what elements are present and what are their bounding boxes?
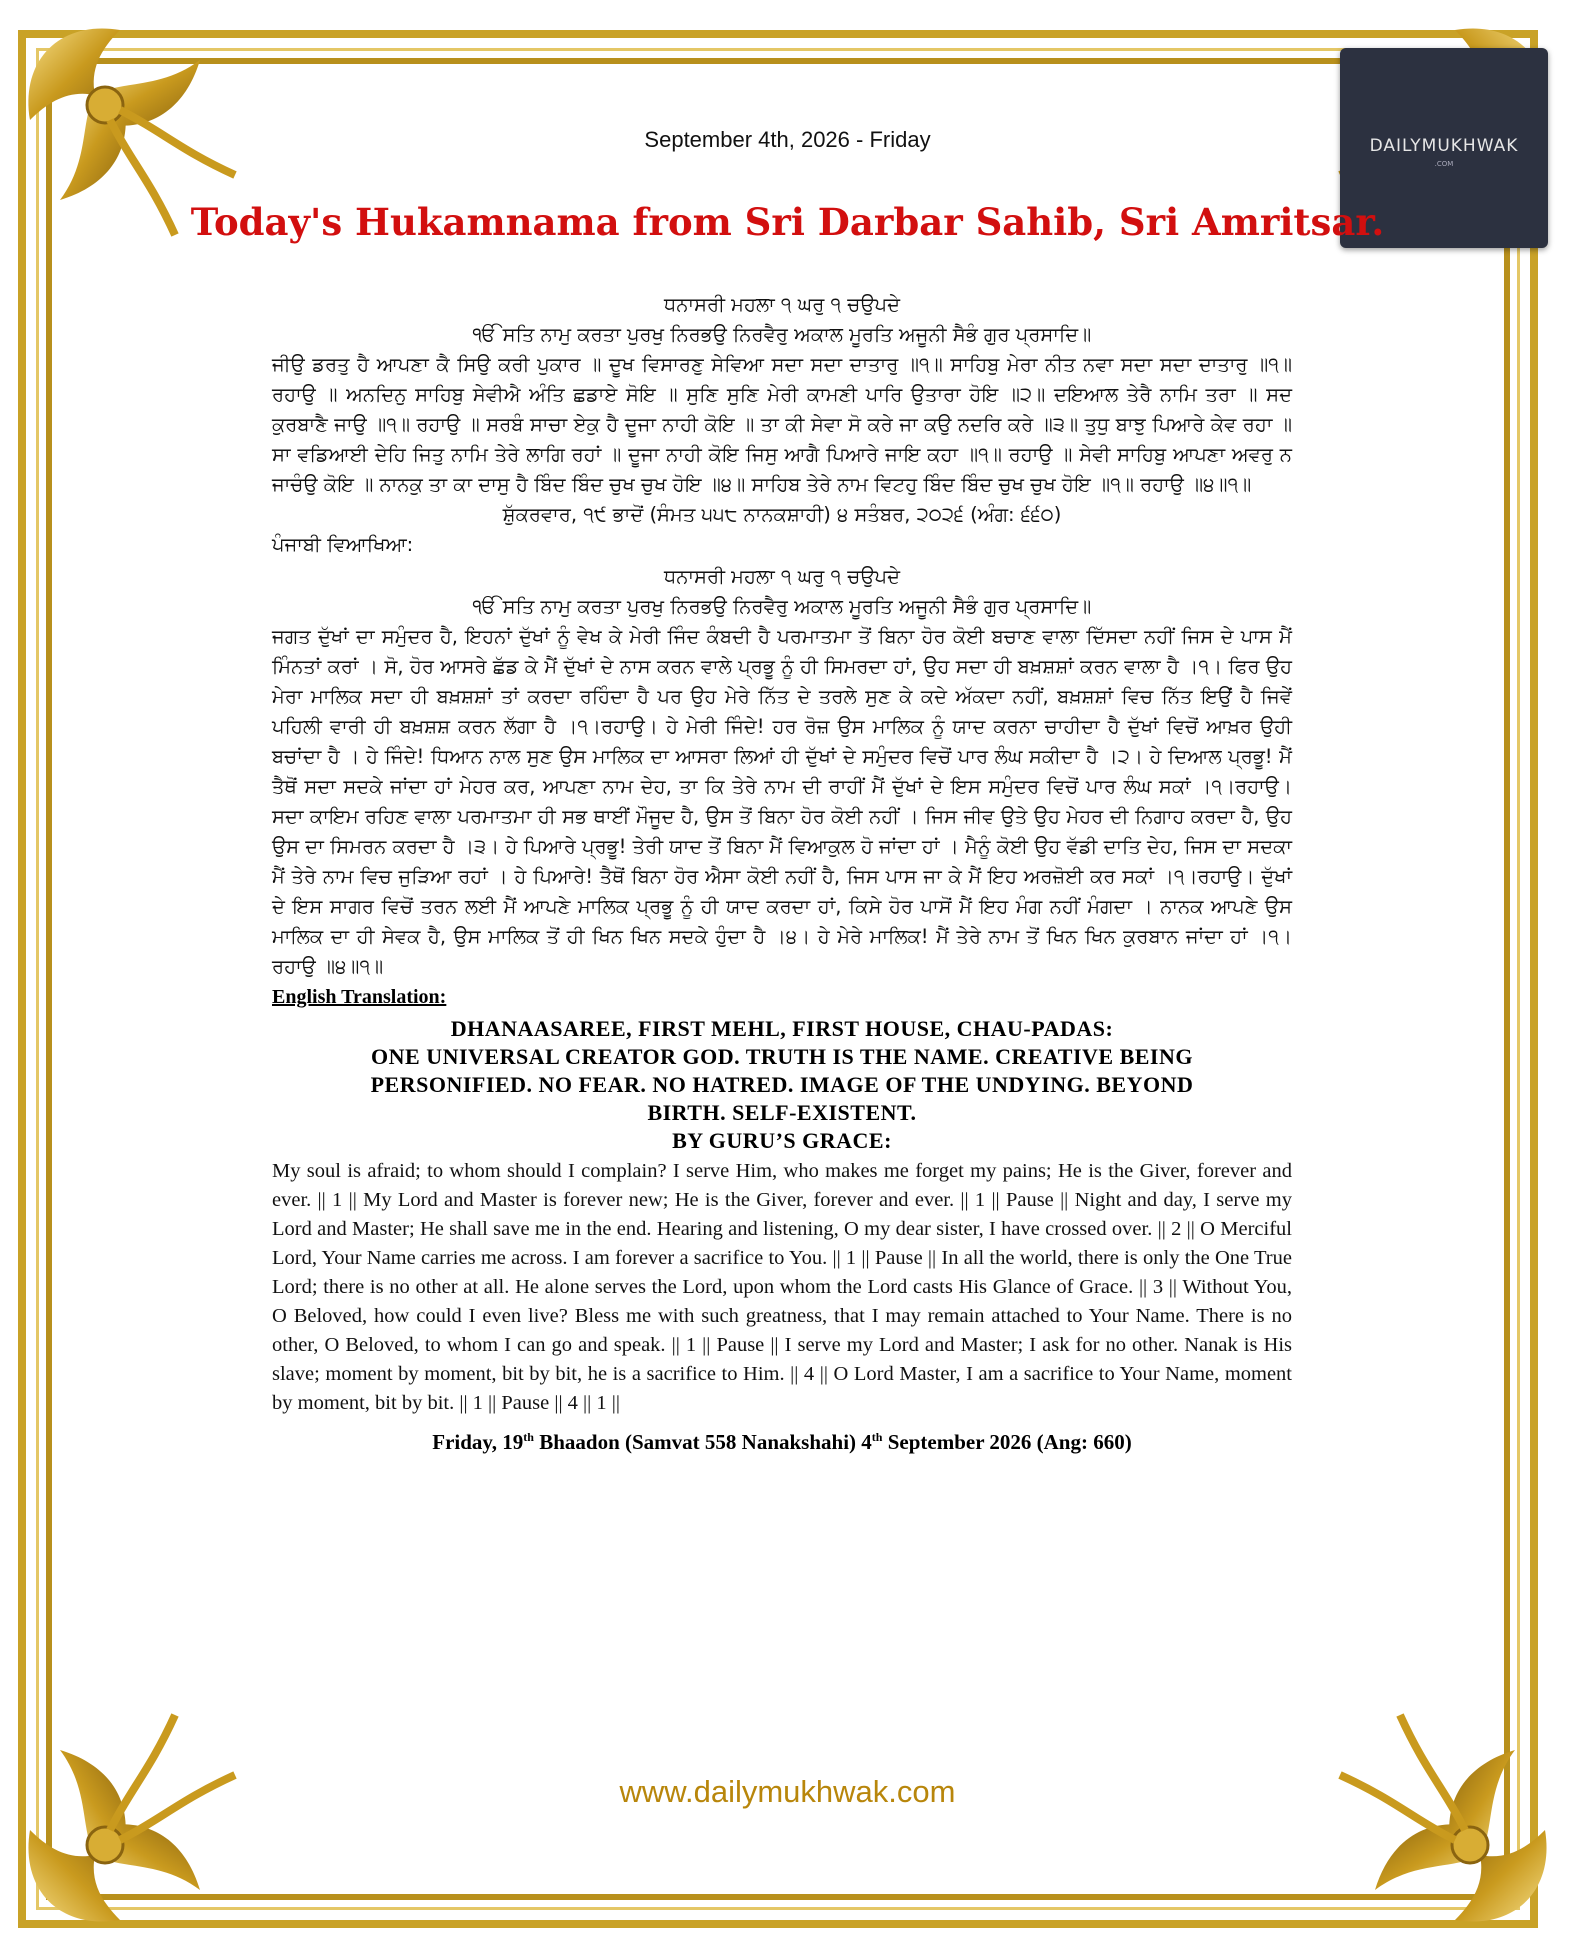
mool-mantar: ੴ ਸਤਿ ਨਾਮੁ ਕਰਤਾ ਪੁਰਖੁ ਨਿਰਭਉ ਨਿਰਵੈਰੁ ਅਕਾਲ ਮੂਰਤਿ ਅਜੂਨੀ ਸੈਭੰ ਗੁਰ ਪ੍ਰਸਾਦਿ॥ bbox=[472, 323, 1092, 346]
english-translation-text: My soul is afraid; to whom should I complain? I serve Him, who makes me forget my pains; He is the Giver, forever and ever. || 1 || My Lord and Master is forever new; He is the Giver, forever and ever. || 1 || Pause || Night and day, I serve my Lord and Master; He shall save me in the end. Hearing and listening, O my dear sister, I have crossed over. || 2 || O Merciful Lord, Your Name carries me across. I am forever a sacrifice to You. || 1 || Pause || In all the world, there is only the One True Lord; there is no other at all. He alone serves the Lord, upon whom the Lord casts His Glance of Grace. || 3 || Without You, O Beloved, how could I even live? Bless me with such greatness, that I may remain attached to Your Name. There is no other, O Beloved, to whom I can go and speak. || 1 || Pause || I serve my Lord and Master; I ask for no other. Nanak is His slave; moment by moment, bit by bit, he is a sacrifice to Him. || 4 || O Lord Master, I am a sacrifice to Your Name, moment by moment, bit by bit. || 1 || Pause || 4 || 1 || bbox=[272, 1160, 1292, 1414]
vyakhya-label: ਪੰਜਾਬੀ ਵਿਆਖਿਆ: bbox=[272, 533, 414, 556]
english-heading-line: DHANAASAREE, FIRST MEHL, FIRST HOUSE, CHAU-PADAS: bbox=[450, 1016, 1114, 1041]
english-date-line: Friday, 19th Bhaadon (Samvat 558 Nanakshahi) 4th September 2026 (Ang: 660) bbox=[432, 1430, 1132, 1454]
punjabi-date-line: ਸ਼ੁੱਕਰਵਾਰ, ੧੯ ਭਾਦੋਂ (ਸੰਮਤ ੫੫੮ ਨਾਨਕਸ਼ਾਹੀ) ੪ ਸਤੰਬਰ, ੨੦੨੬ (ਅੰਗ: ੬੬੦) bbox=[502, 503, 1062, 526]
hukamnama-content bbox=[272, 290, 1292, 1455]
shabad-text: ਜੀਉ ਡਰਤੁ ਹੈ ਆਪਣਾ ਕੈ ਸਿਉ ਕਰੀ ਪੁਕਾਰ ॥ ਦੂਖ ਵਿਸਾਰਣੁ ਸੇਵਿਆ ਸਦਾ ਸਦਾ ਦਾਤਾਰੁ ॥੧॥ ਸਾਹਿਬੁ ਮੇਰਾ ਨੀਤ ਨਵਾ ਸਦਾ ਸਦਾ ਦਾਤਾਰੁ ॥੧॥ ਰਹਾਉ ॥ ਅਨਦਿਨੁ ਸਾਹਿਬੁ ਸੇਵੀਐ ਅੰਤਿ ਛਡਾਏ ਸੋਇ ॥ ਸੁਣਿ ਸੁਣਿ ਮੇਰੀ ਕਾਮਣੀ ਪਾਰਿ ਉਤਾਰਾ ਹੋਇ ॥੨॥ ਦਇਆਲ ਤੇਰੈ ਨਾਮਿ ਤਰਾ ॥ ਸਦ ਕੁਰਬਾਣੈ ਜਾਉ ॥੧॥ ਰਹਾਉ ॥ ਸਰਬੰ ਸਾਚਾ ਏਕੁ ਹੈ ਦੂਜਾ ਨਾਹੀ ਕੋਇ ॥ ਤਾ ਕੀ ਸੇਵਾ ਸੋ ਕਰੇ ਜਾ ਕਉ ਨਦਰਿ ਕਰੇ ॥੩॥ ਤੁਧੁ ਬਾਝੁ ਪਿਆਰੇ ਕੇਵ ਰਹਾ ॥ ਸਾ ਵਡਿਆਈ ਦੇਹਿ ਜਿਤੁ ਨਾਮਿ ਤੇਰੇ ਲਾਗਿ ਰਹਾਂ ॥ ਦੂਜਾ ਨਾਹੀ ਕੋਇ ਜਿਸੁ ਆਗੈ ਪਿਆਰੇ ਜਾਇ ਕਹਾ ॥੧॥ ਰਹਾਉ ॥ ਸੇਵੀ ਸਾਹਿਬੁ ਆਪਣਾ ਅਵਰੁ ਨ ਜਾਚੰਉ ਕੋਇ ॥ ਨਾਨਕੁ ਤਾ ਕਾ ਦਾਸੁ ਹੈ ਬਿੰਦ ਬਿੰਦ ਚੁਖ ਚੁਖ ਹੋਇ ॥੪॥ ਸਾਹਿਬ ਤੇਰੇ ਨਾਮ ਵਿਟਹੁ ਬਿੰਦ ਬਿੰਦ ਚੁਖ ਚੁਖ ਹੋਇ ॥੧॥ ਰਹਾਉ ॥੪॥੧॥ bbox=[272, 353, 1292, 496]
english-heading-line: BIRTH. SELF-EXISTENT. bbox=[647, 1100, 917, 1125]
english-heading bbox=[272, 1015, 1292, 1155]
header-date: September 4th, 2026 - Friday bbox=[644, 127, 931, 152]
ribbon-corner-ornament-icon bbox=[1325, 1700, 1575, 1950]
shabad-heading: ਧਨਾਸਰੀ ਮਹਲਾ ੧ ਘਰੁ ੧ ਚਉਪਦੇ bbox=[663, 293, 901, 316]
english-heading-line: ONE UNIVERSAL CREATOR GOD. TRUTH IS THE NAME. CREATIVE BEING bbox=[371, 1044, 1193, 1069]
ribbon-corner-ornament-icon bbox=[0, 1700, 250, 1950]
vyakhya-text: ਜਗਤ ਦੁੱਖਾਂ ਦਾ ਸਮੁੰਦਰ ਹੈ, ਇਹਨਾਂ ਦੁੱਖਾਂ ਨੂੰ ਵੇਖ ਕੇ ਮੇਰੀ ਜਿੰਦ ਕੰਬਦੀ ਹੈ ਪਰਮਾਤਮਾ ਤੋਂ ਬਿਨਾ ਹੋਰ ਕੋਈ ਬਚਾਣ ਵਾਲਾ ਦਿੱਸਦਾ ਨਹੀਂ ਜਿਸ ਦੇ ਪਾਸ ਮੈਂ ਮਿੰਨਤਾਂ ਕਰਾਂ । ਸੋ, ਹੋਰ ਆਸਰੇ ਛੱਡ ਕੇ ਮੈਂ ਦੁੱਖਾਂ ਦੇ ਨਾਸ ਕਰਨ ਵਾਲੇ ਪ੍ਰਭੂ ਨੂੰ ਹੀ ਸਿਮਰਦਾ ਹਾਂ, ਉਹ ਸਦਾ ਹੀ ਬਖ਼ਸ਼ਸ਼ਾਂ ਕਰਨ ਵਾਲਾ ਹੈ ।੧। ਫਿਰ ਉਹ ਮੇਰਾ ਮਾਲਿਕ ਸਦਾ ਹੀ ਬਖ਼ਸ਼ਸ਼ਾਂ ਤਾਂ ਕਰਦਾ ਰਹਿੰਦਾ ਹੈ ਪਰ ਉਹ ਮੇਰੇ ਨਿੱਤ ਦੇ ਤਰਲੇ ਸੁਣ ਕੇ ਕਦੇ ਅੱਕਦਾ ਨਹੀਂ, ਬਖ਼ਸ਼ਸ਼ਾਂ ਵਿਚ ਨਿੱਤ ਇਉਂ ਹੈ ਜਿਵੇਂ ਪਹਿਲੀ ਵਾਰੀ ਹੀ ਬਖ਼ਸ਼ਸ਼ ਕਰਨ ਲੱਗਾ ਹੈ ।੧।ਰਹਾਉ। ਹੇ ਮੇਰੀ ਜਿੰਦੇ! ਹਰ ਰੋਜ਼ ਉਸ ਮਾਲਿਕ ਨੂੰ ਯਾਦ ਕਰਨਾ ਚਾਹੀਦਾ ਹੈ ਦੁੱਖਾਂ ਵਿਚੋਂ ਆਖ਼ਰ ਉਹੀ ਬਚਾਂਦਾ ਹੈ । ਹੇ ਜਿੰਦੇ! ਧਿਆਨ ਨਾਲ ਸੁਣ ਉਸ ਮਾਲਿਕ ਦਾ ਆਸਰਾ ਲਿਆਂ ਹੀ ਦੁੱਖਾਂ ਦੇ ਸਮੁੰਦਰ ਵਿਚੋਂ ਪਾਰ ਲੰਘ ਸਕੀਦਾ ਹੈ ।੨। ਹੇ ਦਿਆਲ ਪ੍ਰਭੂ! ਮੈਂ ਤੈਥੋਂ ਸਦਾ ਸਦਕੇ ਜਾਂਦਾ ਹਾਂ ਮੇਹਰ ਕਰ, ਆਪਣਾ ਨਾਮ ਦੇਹ, ਤਾ ਕਿ ਤੇਰੇ ਨਾਮ ਦੀ ਰਾਹੀਂ ਮੈਂ ਦੁੱਖਾਂ ਦੇ ਇਸ ਸਮੁੰਦਰ ਵਿਚੋਂ ਪਾਰ ਲੰਘ ਸਕਾਂ ।੧।ਰਹਾਉ। ਸਦਾ ਕਾਇਮ ਰਹਿਣ ਵਾਲਾ ਪਰਮਾਤਮਾ ਹੀ ਸਭ ਥਾਈਂ ਮੌਜੂਦ ਹੈ, ਉਸ ਤੋਂ ਬਿਨਾ ਹੋਰ ਕੋਈ ਨਹੀਂ । ਜਿਸ ਜੀਵ ਉਤੇ ਉਹ ਮੇਹਰ ਦੀ ਨਿਗਾਹ ਕਰਦਾ ਹੈ, ਉਹ ਉਸ ਦਾ ਸਿਮਰਨ ਕਰਦਾ ਹੈ ।੩। ਹੇ ਪਿਆਰੇ ਪ੍ਰਭੂ! ਤੇਰੀ ਯਾਦ ਤੋਂ ਬਿਨਾ ਮੈਂ ਵਿਆਕੁਲ ਹੋ ਜਾਂਦਾ ਹਾਂ । ਮੈਨੂੰ ਕੋਈ ਉਹ ਵੱਡੀ ਦਾਤਿ ਦੇਹ, ਜਿਸ ਦਾ ਸਦਕਾ ਮੈਂ ਤੇਰੇ ਨਾਮ ਵਿਚ ਜੁੜਿਆ ਰਹਾਂ । ਹੇ ਪਿਆਰੇ! ਤੈਥੋਂ ਬਿਨਾ ਹੋਰ ਐਸਾ ਕੋਈ ਨਹੀਂ ਹੈ, ਜਿਸ ਪਾਸ ਜਾ ਕੇ ਮੈਂ ਇਹ ਅਰਜ਼ੋਈ ਕਰ ਸਕਾਂ ।੧।ਰਹਾਉ। ਦੁੱਖਾਂ ਦੇ ਇਸ ਸਾਗਰ ਵਿਚੋਂ ਤਰਨ ਲਈ ਮੈਂ ਆਪਣੇ ਮਾਲਿਕ ਪ੍ਰਭੂ ਨੂੰ ਹੀ ਯਾਦ ਕਰਦਾ ਹਾਂ, ਕਿਸੇ ਹੋਰ ਪਾਸੋਂ ਮੈਂ ਇਹ ਮੰਗ ਨਹੀਂ ਮੰਗਦਾ । ਨਾਨਕ ਆਪਣੇ ਉਸ ਮਾਲਿਕ ਦਾ ਹੀ ਸੇਵਕ ਹੈ, ਉਸ ਮਾਲਿਕ ਤੋਂ ਹੀ ਖਿਨ ਖਿਨ ਸਦਕੇ ਹੁੰਦਾ ਹੈ ।੪। ਹੇ ਮੇਰੇ ਮਾਲਿਕ! ਮੈਂ ਤੇਰੇ ਨਾਮ ਤੋਂ ਖਿਨ ਖਿਨ ਕੁਰਬਾਨ ਜਾਂਦਾ ਹਾਂ ।੧।ਰਹਾਉ ॥੪॥੧॥ bbox=[272, 625, 1292, 978]
logo-text: DAILYMUKHWAK bbox=[1369, 136, 1519, 156]
vyakhya-mool-mantar: ੴ ਸਤਿ ਨਾਮੁ ਕਰਤਾ ਪੁਰਖੁ ਨਿਰਭਉ ਨਿਰਵੈਰੁ ਅਕਾਲ ਮੂਰਤਿ ਅਜੂਨੀ ਸੈਭੰ ਗੁਰ ਪ੍ਰਸਾਦਿ॥ bbox=[472, 595, 1092, 618]
page-title: Today's Hukamnama from Sri Darbar Sahib, Sri Amritsar. bbox=[190, 200, 1385, 244]
website-url: www.dailymukhwak.com bbox=[619, 1774, 956, 1809]
vyakhya-heading: ਧਨਾਸਰੀ ਮਹਲਾ ੧ ਘਰੁ ੧ ਚਉਪਦੇ bbox=[663, 565, 901, 588]
english-heading-line: PERSONIFIED. NO FEAR. NO HATRED. IMAGE OF THE UNDYING. BEYOND bbox=[370, 1072, 1194, 1097]
english-translation-label: English Translation: bbox=[272, 986, 447, 1008]
english-heading-line: BY GURU’S GRACE: bbox=[672, 1128, 892, 1153]
logo-subtext: .COM bbox=[1434, 160, 1454, 168]
